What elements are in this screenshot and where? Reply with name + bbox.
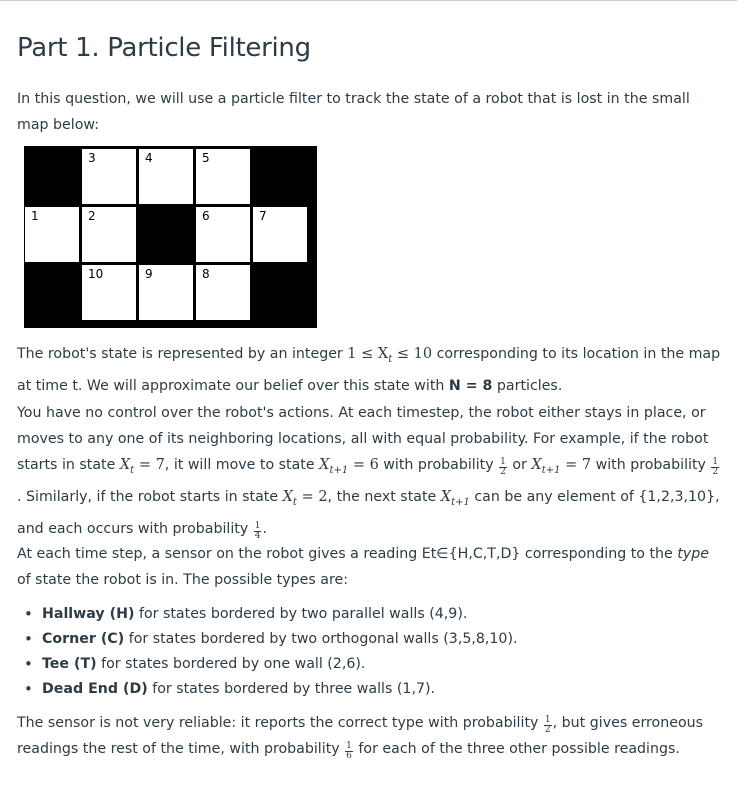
math-var: X	[531, 457, 542, 473]
cell-label: 8	[202, 267, 210, 281]
text-run: for each of the three other possible readings.	[353, 741, 680, 757]
list-item	[17, 677, 717, 702]
emphasis-type: type	[677, 546, 709, 562]
fraction-num: 1	[500, 457, 506, 467]
text-run: , it will move to state	[164, 457, 320, 473]
list-item	[17, 652, 717, 677]
cell-label: 6	[202, 209, 210, 223]
cell-label: 9	[145, 267, 153, 281]
text-run: of state the robot is in. The possible types are:	[17, 572, 348, 588]
math-text: = 7	[138, 457, 165, 473]
map-cell-3	[82, 149, 136, 204]
map-cell-5	[196, 149, 250, 204]
map-cell-1	[25, 207, 79, 262]
math-text: = 2	[301, 488, 328, 505]
type-list	[17, 602, 717, 702]
math-sub: t	[130, 464, 135, 476]
top-divider	[0, 0, 737, 1]
cell-label: 10	[88, 267, 104, 281]
intro-paragraph: In this question, we will use a particle filter to track the state of a robot that is lost in the small map below:	[17, 91, 690, 133]
fraction-den: 2	[500, 467, 506, 477]
type-description: for states bordered by one wall (2,6).	[96, 656, 366, 672]
fraction-den: 4	[254, 530, 261, 541]
math-xt-7	[119, 457, 165, 476]
text-run: , but gives erroneous readings the rest of the time, with probability	[17, 715, 704, 757]
math-text: ≤ 10	[392, 346, 433, 362]
math-var: X	[119, 457, 131, 473]
math-text: = 6	[352, 457, 379, 473]
type-name: Dead End (D)	[42, 681, 148, 697]
math-sub: t	[388, 353, 393, 365]
math-text: 1 ≤ X	[347, 346, 389, 362]
map-cell-10	[82, 265, 136, 320]
math-var: X	[282, 488, 293, 505]
text-run: . Similarly, if the robot starts in state	[17, 488, 283, 505]
type-name: Hallway (H)	[42, 606, 135, 622]
text-run: At each time step, a sensor on the robot gives a reading Et∈{H,C,T,D} corresponding to the	[17, 546, 678, 562]
text-run: or	[507, 457, 532, 473]
state-paragraph	[17, 341, 722, 399]
text-run: The sensor is not very reliable: it reports the correct type with probability	[17, 715, 543, 731]
text-run: with probability	[378, 457, 499, 473]
fraction-den: 2	[544, 725, 551, 735]
text-run: , the next state	[327, 488, 441, 505]
list-item	[17, 602, 717, 627]
type-name: Tee (T)	[42, 656, 97, 672]
type-name: Corner (C)	[42, 631, 125, 647]
text-run: You have no control over the robot's actions. At each timestep, the robot either stays in place, or moves to any one of its neighboring locations, all with equal probability. For example, if the robot starts in state	[17, 405, 709, 473]
map-cell-6	[196, 207, 250, 262]
fraction-sixth	[345, 742, 353, 761]
fraction-num: 1	[254, 520, 261, 531]
fraction-num: 1	[544, 715, 551, 725]
fraction-quarter	[254, 522, 262, 541]
text-run: particles.	[492, 377, 563, 394]
map-cell-8	[196, 265, 250, 320]
type-description: for states bordered by two parallel walls (4,9).	[134, 606, 468, 622]
cell-label: 2	[88, 209, 96, 223]
map-cell-4	[139, 149, 193, 204]
type-description: for states bordered by three walls (1,7).	[147, 681, 436, 697]
reliability-paragraph	[17, 710, 722, 762]
math-sub: t+1	[541, 464, 561, 476]
control-paragraph	[17, 400, 722, 542]
fraction-num: 1	[712, 457, 719, 467]
math-sub: t+1	[451, 496, 470, 508]
robot-map	[24, 146, 317, 328]
math-xt-2	[282, 488, 328, 508]
map-cell-7	[253, 207, 307, 262]
fraction-half	[499, 458, 507, 477]
text-run: The robot's state is represented by an integer	[17, 346, 348, 362]
math-xt1	[440, 488, 470, 508]
type-description: for states bordered by two orthogonal walls (3,5,8,10).	[124, 631, 518, 647]
page-title: Part 1. Particle Filtering	[17, 33, 311, 63]
particle-count: N = 8	[448, 377, 493, 394]
cell-label: 5	[202, 151, 210, 165]
math-var: X	[440, 488, 452, 505]
math-var: X	[319, 457, 330, 473]
list-item	[17, 627, 717, 652]
cell-label: 1	[31, 209, 39, 223]
map-cell-9	[139, 265, 193, 320]
fraction-den: 2	[712, 467, 719, 477]
fraction-half	[544, 716, 552, 735]
math-sub: t	[292, 496, 297, 508]
math-state-range	[347, 346, 433, 365]
map-cell-2	[82, 207, 136, 262]
text-run: with probability	[591, 457, 711, 473]
math-text: = 7	[565, 457, 592, 473]
cell-label: 3	[88, 151, 96, 165]
math-xt1-7	[531, 457, 592, 476]
fraction-half	[711, 458, 719, 477]
math-xt1-6	[319, 457, 379, 476]
text-run: corresponding to its location in the map at time t. We will approximate our belief over this state with	[17, 346, 721, 394]
math-sub: t+1	[329, 464, 349, 476]
cell-label: 4	[145, 151, 153, 165]
sensor-paragraph	[17, 541, 722, 593]
text-run: .	[262, 520, 267, 537]
text-run: can be any element of {1,2,3,10}, and each occurs with probability	[17, 488, 720, 537]
fraction-num: 1	[346, 741, 352, 751]
fraction-den: 6	[346, 751, 352, 761]
cell-label: 7	[259, 209, 267, 223]
